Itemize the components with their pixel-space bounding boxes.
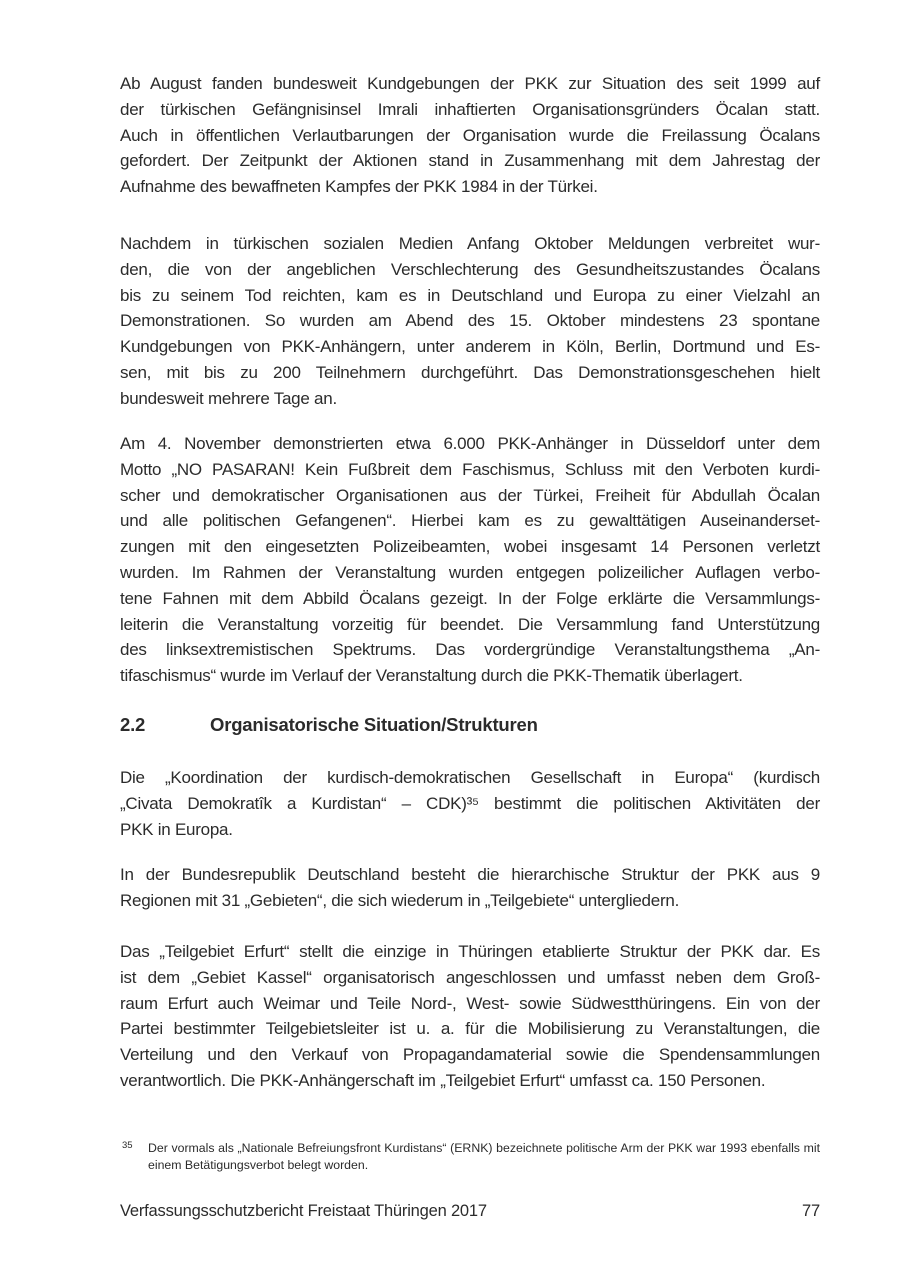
paragraph-duesseldorf-demonstration: Am 4. November demonstrierten etwa 6.000 PKK-Anhänger in Düsseldorf unter dem Motto „NO PASARAN! Kein Fußbreit dem Faschismus, Schluss mit den Verboten kurdi- scher und demokratischer Organisationen aus der Türkei, Freiheit für Abdullah Öcalan und alle politischen Gefangenen“. Hierbei kam es zu gewalttätigen Auseinanderset- zungen mit den eingesetzten Polizeibeamten, wobei insgesamt 14 Personen verletzt wurden. Im Rahmen der Veranstaltung wurden entgegen polizeilicher Auflagen verbo- tene Fahnen mit dem Abbild Öcalans gezeigt. In der Folge erklärte die Versammlungs- leiterin die Veranstaltung vorzeitig für beendet. Die Versammlung fand Unterstützung des linksextremistischen Spektrums. Das vordergründige Veranstaltungsthema „An- tifaschismus“ wurde im Verlauf der Veranstaltung durch die PKK-Thematik überlagert. [120, 434, 820, 686]
page-footer [120, 1202, 820, 1221]
paragraph-pkk-kundgebungen: Ab August fanden bundesweit Kundgebungen der PKK zur Situation des seit 1999 auf der türkischen Gefängnisinsel Imrali inhaftierten Organisationsgründers Öcalan statt. Auch in öffentlichen Verlautbarungen der Organisation wurde die Freilassung Öcalans gefordert. Der Zeitpunkt der Aktionen stand in Zusammenhang mit dem Jahrestag der Aufnahme des bewaffneten Kampfes der PKK 1984 in der Türkei. [120, 74, 820, 197]
paragraph-oktober-demonstrationen: Nachdem in türkischen sozialen Medien Anfang Oktober Meldungen verbreitet wur- den, die von der angeblichen Verschlechterung des Gesundheitszustandes Öcalans bis zu seinem Tod reichten, kam es in Deutschland und Europa zu einer Vielzahl an Demonstrationen. So wurden am Abend des 15. Oktober mindestens 23 spontane Kundgebungen von PKK-Anhängern, unter anderem in Köln, Berlin, Dortmund und Es- sen, mit bis zu 200 Teilnehmern durchgeführt. Das Demonstrationsgeschehen hielt bundesweit mehrere Tage an. [120, 234, 820, 408]
footer-report-title: Verfassungsschutzbericht Freistaat Thüringen 2017 [120, 1202, 487, 1220]
footnote [120, 1140, 820, 1174]
section-number: 2.2 [120, 714, 146, 735]
section-heading [120, 713, 820, 737]
footnote-marker: 35 [122, 1140, 133, 1151]
footnote-text: Der vormals als „Nationale Befreiungsfront Kurdistans“ (ERNK) bezeichnete politische Arm der PKK war 1993 ebenfalls mit einem Betätigungsverbot belegt worden. [148, 1141, 820, 1172]
paragraph-teilgebiet-erfurt: Das „Teilgebiet Erfurt“ stellt die einzige in Thüringen etablierte Struktur der PKK dar. Es ist dem „Gebiet Kassel“ organisatorisch angeschlossen und umfasst neben dem Groß- raum Erfurt auch Weimar und Teile Nord-, West- sowie Südwestthüringens. Ein von der Partei bestimmter Teilgebietsleiter ist u. a. für die Mobilisierung zu Veranstaltungen, die Verteilung und den Verkauf von Propagandamaterial sowie die Spendensammlungen verantwortlich. Die PKK-Anhängerschaft im „Teilgebiet Erfurt“ umfasst ca. 150 Personen. [120, 942, 820, 1090]
paragraph-cdk: Die „Koordination der kurdisch-demokratischen Gesellschaft in Europa“ (kurdisch „Civata Demokratîk a Kurdistan“ – CDK)³⁵ bestimmt die politischen Aktivitäten der PKK in Europa. [120, 768, 820, 839]
paragraph-struktur-deutschland: In der Bundesrepublik Deutschland besteht die hierarchische Struktur der PKK aus 9 Regionen mit 31 „Gebieten“, die sich wiederum in „Teilgebiete“ untergliedern. [120, 865, 820, 910]
page-number: 77 [802, 1202, 820, 1220]
section-title: Organisatorische Situation/Strukturen [210, 714, 538, 735]
